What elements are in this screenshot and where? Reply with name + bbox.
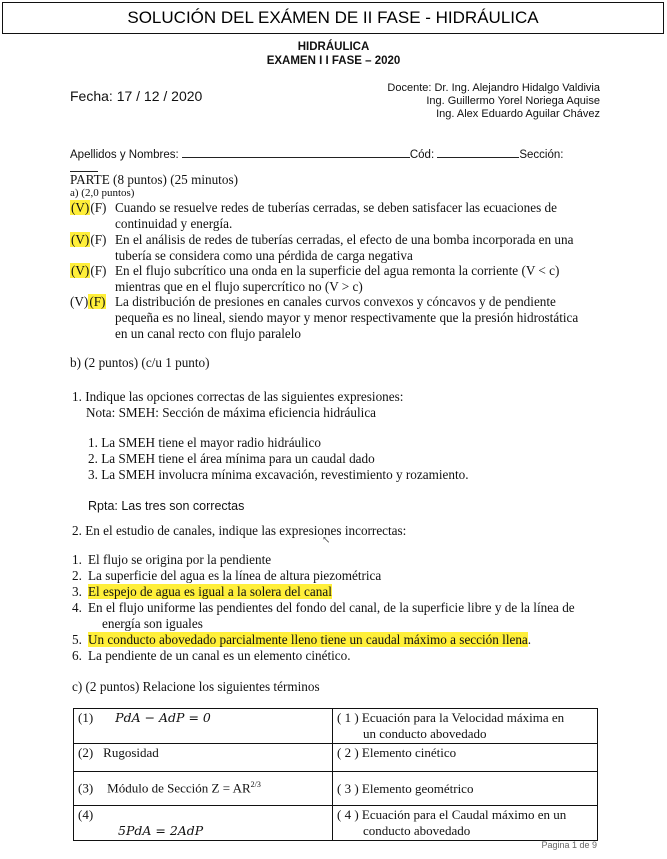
item-text: Cuando se resuelve redes de tuberías cerradas, se deben satisfacer las ecuaciones de [115,200,557,215]
equation-text: 5PdA = 2AdP [118,823,204,838]
true-mark-selected: (V) [71,263,90,278]
item-text: pequeña es no lineal, siendo mayor y menor respectivamente que la presión hidrostática [115,310,579,325]
q1-option: 3. La SMEH involucra mínima excavación, revestimiento y rozamiento. [88,467,469,482]
teacher-line: Ing. Guillermo Yorel Noriega Aquise [426,95,600,107]
table-row: (4) 5PdA = 2AdP ( 4 ) Ecuación para el Caudal máximo en un conducto abovedado [74,806,598,841]
exam-title: EXAMEN I I FASE – 2020 [266,55,401,67]
section-line [70,161,98,172]
cod-line [437,147,519,158]
item-text: La distribución de presiones en canales curvos convexos y cóncavos y de pendiente [115,294,556,309]
table-row: (2) Rugosidad ( 2 ) Elemento cinético [74,744,598,772]
teacher-line: Docente: Dr. Ing. Alejandro Hidalgo Valdivia [387,82,600,94]
q2-option: 6. La pendiente de un canal es un elemento cinético. [72,648,351,663]
tf-item-1 [70,200,610,232]
part-a-title: PARTE (8 puntos) (25 minutos) [70,172,238,187]
q2-title: 2. En el estudio de canales, indique las expresiones incorrectas: [72,523,407,538]
teacher-line: Ing. Alex Eduardo Aguilar Chávez [436,108,600,120]
q1-note: Nota: SMEH: Sección de máxima eficiencia hidráulica [86,405,377,420]
part-b-title: b) (2 puntos) (c/u 1 punto) [70,355,210,370]
tf-item-4 [70,294,610,342]
tf-item-3 [70,263,610,295]
false-mark: (F) [90,232,107,247]
page-number: Pagina 1 de 9 [541,840,597,850]
exam-date: Fecha: 17 / 12 / 2020 [70,88,203,104]
page-banner-title: SOLUCIÓN DEL EXÁMEN DE II FASE - HIDRÁULICA [2,2,664,34]
false-mark: (F) [90,263,107,278]
part-a-sub: a) (2,0 puntos) [70,187,135,199]
q1-option: 2. La SMEH tiene el área mínima para un caudal dado [88,451,375,466]
course-title: HIDRÁULICA [297,41,370,53]
q2-option: 2. La superficie del agua es la línea de altura piezométrica [72,568,382,583]
part-c-title: c) (2 puntos) Relacione los siguientes términos [72,679,320,694]
student-fields [70,147,590,175]
cod-label: Cód: [409,149,435,161]
tf-item-2 [70,232,610,264]
mouse-cursor-icon: ↖ [322,535,331,546]
true-mark-selected: (V) [71,200,90,215]
item-text: tubería se considera como una pérdida de carga negativa [115,248,413,263]
item-text: en un canal recto con flujo paralelo [115,326,302,341]
teachers-block [387,82,600,121]
q2-option-continuation: energía son iguales [102,616,203,631]
name-label: Apellidos y Nombres: [70,149,179,161]
table-row: (3) Módulo de Sección $Z = AR^{2/3}$ ( 3 ) Elemento geométrico [74,772,598,806]
q2-option: 1. El flujo se origina por la pendiente [72,552,272,567]
relation-table [73,708,598,838]
q2-option-highlighted: 3. El espejo de agua es igual a la solera del canal [72,584,332,599]
q2-option: 4. En el flujo uniforme las pendientes del fondo del canal, de la superficie libre y de la línea de [72,600,575,615]
item-text: mientras que en el flujo supercrítico no (V > c) [115,279,363,294]
q2-options [72,552,612,664]
item-text: En el análisis de redes de tuberías cerradas, el efecto de una bomba incorporada en una [115,232,574,247]
section-label: Sección: [519,149,564,161]
item-text: En el flujo subcrítico una onda en la superficie del agua remonta la corriente (V < c) [115,263,560,278]
true-mark: (V) [70,294,89,309]
q1-option: 1. La SMEH tiene el mayor radio hidráulico [88,435,321,450]
q2-option-highlighted: 5. Un conducto abovedado parcialmente lleno tiene un caudal máximo a sección llena. [72,632,532,647]
name-line [182,147,410,158]
false-mark-selected: (F) [89,294,106,309]
q1-answer: Rpta: Las tres son correctas [88,499,245,513]
false-mark: (F) [90,200,107,215]
equation-text: PdA − AdP = 0 [115,710,211,725]
q1-title: 1. Indique las opciones correctas de las siguientes expresiones: [72,389,404,404]
table-row: (1) PdA − AdP = 0 ( 1 ) Ecuación para la Velocidad máxima en un conducto abovedado [74,709,598,744]
true-mark-selected: (V) [71,232,90,247]
item-text: continuidad y energía. [115,216,233,231]
